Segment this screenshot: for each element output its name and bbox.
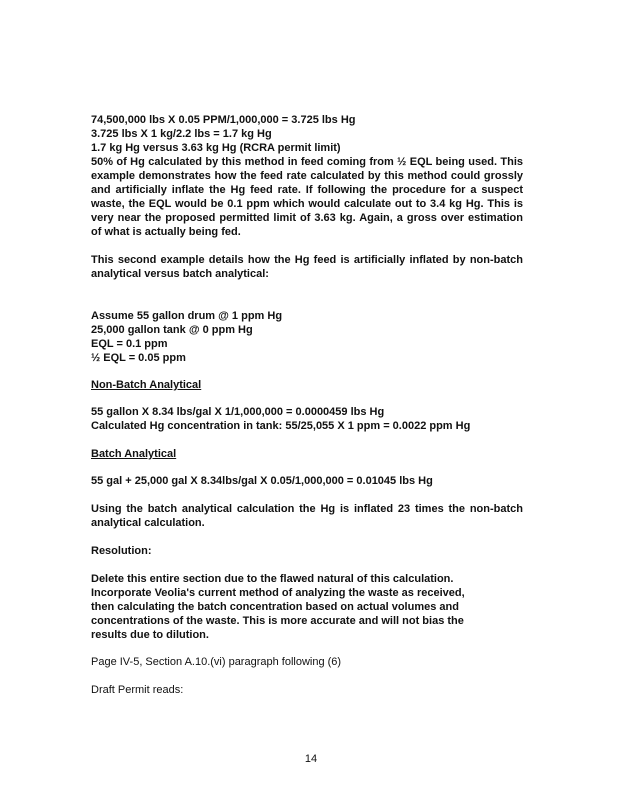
draft-permit-label: Draft Permit reads: <box>91 684 184 696</box>
feed-rate-paragraph: 50% of Hg calculated by this method in feed coming from ½ EQL being used. This example demonstrates how the feed rate calculated by this method could grossly and artificially inflate the Hg feed rate. If following the procedure for a suspect waste, the EQL would be 0.1 ppm which would calculate out to 3.4 kg Hg. This is very near the proposed permitted limit of 3.63 kg. Again, a gross over estimation of what is actually being fed. <box>91 156 523 238</box>
assumption-item: 25,000 gallon tank @ 0 ppm Hg <box>91 324 253 336</box>
non-batch-heading: Non-Batch Analytical <box>91 379 202 391</box>
resolution-line: results due to dilution. <box>91 629 209 641</box>
resolution-line: then calculating the batch concentration based on actual volumes and <box>91 601 459 613</box>
batch-calculation: 55 gal + 25,000 gal X 8.34lbs/gal X 0.05/1,000,000 = 0.01045 lbs Hg <box>91 475 433 487</box>
non-batch-line: 55 gallon X 8.34 lbs/gal X 1/1,000,000 = 0.0000459 lbs Hg <box>91 406 385 418</box>
page-reference: Page IV-5, Section A.10.(vi) paragraph following (6) <box>91 656 342 668</box>
calc-block-1 <box>91 113 523 239</box>
assumption-item: EQL = 0.1 ppm <box>91 338 168 350</box>
second-example-text: This second example details how the Hg feed is artificially inflated by non-batch analytical versus batch analytical: <box>91 254 523 280</box>
calc-line-3: 1.7 kg Hg versus 3.63 kg Hg (RCRA permit limit) <box>91 142 341 154</box>
assumptions-list <box>91 309 523 365</box>
non-batch-line: Calculated Hg concentration in tank: 55/25,055 X 1 ppm = 0.0022 ppm Hg <box>91 420 471 432</box>
calc-line-1: 74,500,000 lbs X 0.05 PPM/1,000,000 = 3.725 lbs Hg <box>91 114 356 126</box>
assumption-item: Assume 55 gallon drum @ 1 ppm Hg <box>91 310 283 322</box>
page-number: 14 <box>304 753 318 765</box>
inflation-paragraph <box>91 502 523 530</box>
assumption-item: ½ EQL = 0.05 ppm <box>91 352 186 364</box>
inflation-text: Using the batch analytical calculation the Hg is inflated 23 times the non-batch analytical calculation. <box>91 503 523 529</box>
resolution-line: concentrations of the waste. This is more accurate and will not bias the <box>91 615 464 627</box>
resolution-body <box>91 572 523 642</box>
resolution-line: Delete this entire section due to the flawed natural of this calculation. <box>91 573 454 585</box>
non-batch-calculation <box>91 405 523 433</box>
resolution-heading: Resolution: <box>91 545 152 557</box>
resolution-line: Incorporate Veolia's current method of analyzing the waste as received, <box>91 587 465 599</box>
second-example-paragraph <box>91 253 523 281</box>
batch-heading: Batch Analytical <box>91 448 177 460</box>
calc-line-2: 3.725 lbs X 1 kg/2.2 lbs = 1.7 kg Hg <box>91 128 272 140</box>
